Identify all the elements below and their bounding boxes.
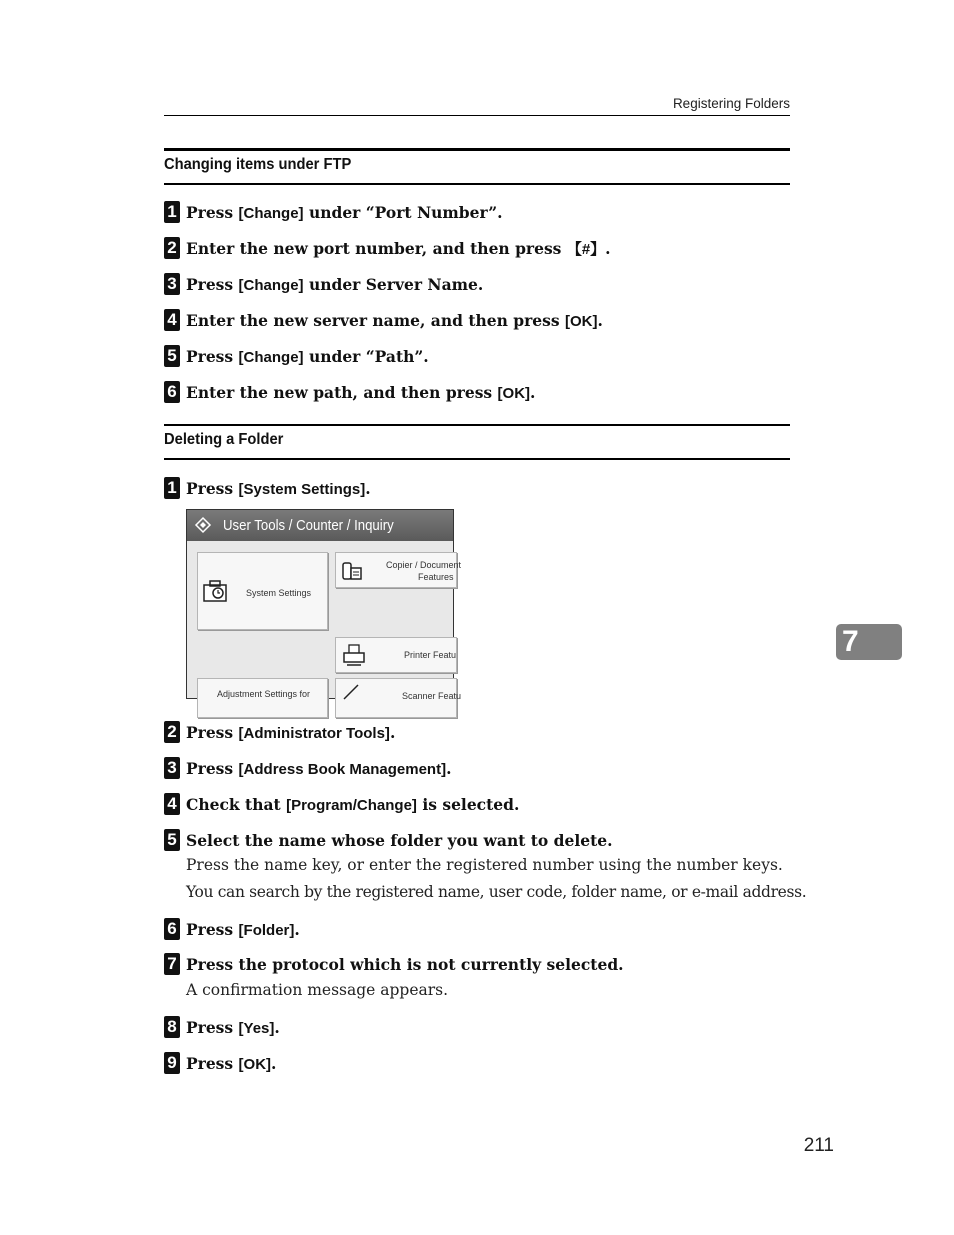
step-number: 7 xyxy=(164,953,180,975)
key-label: [OK] xyxy=(238,1055,272,1073)
step-number: 9 xyxy=(164,1052,180,1074)
control-panel-screenshot xyxy=(186,509,462,701)
step xyxy=(164,235,611,261)
step-number: 6 xyxy=(164,918,180,940)
key-label: [Change] xyxy=(238,348,304,366)
copier-label-line1: Copier / Document xyxy=(386,560,462,570)
step-text: Press [OK]. xyxy=(186,1053,277,1073)
section-bottom-rule xyxy=(164,458,790,460)
step-number: 2 xyxy=(164,237,180,259)
system-settings-button[interactable] xyxy=(197,552,328,630)
step-number: 3 xyxy=(164,273,180,295)
panel-title-bar xyxy=(187,510,453,541)
step xyxy=(164,755,452,781)
clock-toolbox-icon xyxy=(202,579,228,603)
step-text: Press [Change] under “Port Number”. xyxy=(186,202,503,222)
step-number: 1 xyxy=(164,477,180,499)
step-number: 5 xyxy=(164,829,180,851)
key-label: [System Settings] xyxy=(238,480,366,498)
key-label: [Program/Change] xyxy=(286,796,417,814)
system-settings-label: System Settings xyxy=(246,588,312,598)
step xyxy=(164,719,395,745)
step-text: Press [Yes]. xyxy=(186,1017,280,1037)
step-text: Press the protocol which is not currently selected. xyxy=(186,954,624,974)
step-text: Press [Change] under “Path”. xyxy=(186,346,429,366)
step-text: Press [Folder]. xyxy=(186,919,300,939)
step-number: 4 xyxy=(164,309,180,331)
step xyxy=(164,791,519,817)
scanner-label: Scanner Featu xyxy=(402,691,462,701)
step-text: Press [Administrator Tools]. xyxy=(186,722,396,742)
step xyxy=(164,951,624,977)
section-top-rule xyxy=(164,148,790,151)
section-title: Changing items under FTP xyxy=(164,156,352,173)
key-label: [Address Book Management] xyxy=(238,760,447,778)
user-tools-icon xyxy=(195,517,211,533)
printer-features-button[interactable] xyxy=(335,637,457,673)
page-number: 211 xyxy=(803,1135,834,1156)
adjustment-label: Adjustment Settings for xyxy=(217,689,311,699)
copier-document-button[interactable] xyxy=(335,552,462,588)
step xyxy=(164,475,371,501)
header-rule xyxy=(164,115,790,116)
step xyxy=(164,199,503,225)
key-label: [Administrator Tools] xyxy=(238,724,390,742)
step-text: Select the name whose folder you want to delete. xyxy=(186,830,613,850)
key-label: [Yes] xyxy=(238,1019,275,1037)
step-number: 1 xyxy=(164,201,180,223)
adjustment-settings-button[interactable] xyxy=(197,678,328,718)
step xyxy=(164,307,603,333)
step-number: 3 xyxy=(164,757,180,779)
step-note: Press the name key, or enter the registered number using the number keys. xyxy=(186,856,783,874)
step xyxy=(164,343,429,369)
key-label: [Change] xyxy=(238,204,304,222)
step-note: A confirmation message appears. xyxy=(186,981,449,999)
step-text: Check that [Program/Change] is selected. xyxy=(186,794,520,814)
step-text: Press [System Settings]. xyxy=(186,478,371,498)
key-label: [OK] xyxy=(497,384,531,402)
copier-label-line2: Features xyxy=(418,572,454,582)
step xyxy=(164,379,535,405)
printer-icon xyxy=(342,643,366,667)
copier-icon xyxy=(340,559,364,583)
key-label: [OK] xyxy=(565,312,598,330)
scanner-features-button[interactable] xyxy=(335,678,462,718)
step-text: Enter the new path, and then press [OK]. xyxy=(186,382,536,402)
step-number: 4 xyxy=(164,793,180,815)
step-text: Press [Address Book Management]. xyxy=(186,758,452,778)
step xyxy=(164,271,483,297)
step-note: You can search by the registered name, user code, folder name, or e-mail address. xyxy=(186,883,807,901)
step-number: 5 xyxy=(164,345,180,367)
step-number: 8 xyxy=(164,1016,180,1038)
step xyxy=(164,1050,276,1076)
key-label: [Change] xyxy=(238,276,304,294)
section-bottom-rule xyxy=(164,183,790,185)
step xyxy=(164,916,300,942)
section-top-rule xyxy=(164,424,790,426)
printer-label: Printer Featu xyxy=(404,650,457,660)
step-number: 2 xyxy=(164,721,180,743)
step xyxy=(164,827,613,853)
section-title: Deleting a Folder xyxy=(164,431,284,448)
key-label: 【#】 xyxy=(566,240,606,258)
step-text: Enter the new port number, and then press 【#】. xyxy=(186,238,611,258)
key-label: [Folder] xyxy=(238,921,295,939)
panel-title: User Tools / Counter / Inquiry xyxy=(223,517,394,534)
chapter-tab: 7 xyxy=(836,624,902,660)
step-text: Press [Change] under Server Name. xyxy=(186,274,484,294)
running-header: Registering Folders xyxy=(672,96,790,111)
step-text: Enter the new server name, and then press [OK]. xyxy=(186,310,603,330)
step-number: 6 xyxy=(164,381,180,403)
scanner-icon xyxy=(340,681,364,705)
step xyxy=(164,1014,280,1040)
